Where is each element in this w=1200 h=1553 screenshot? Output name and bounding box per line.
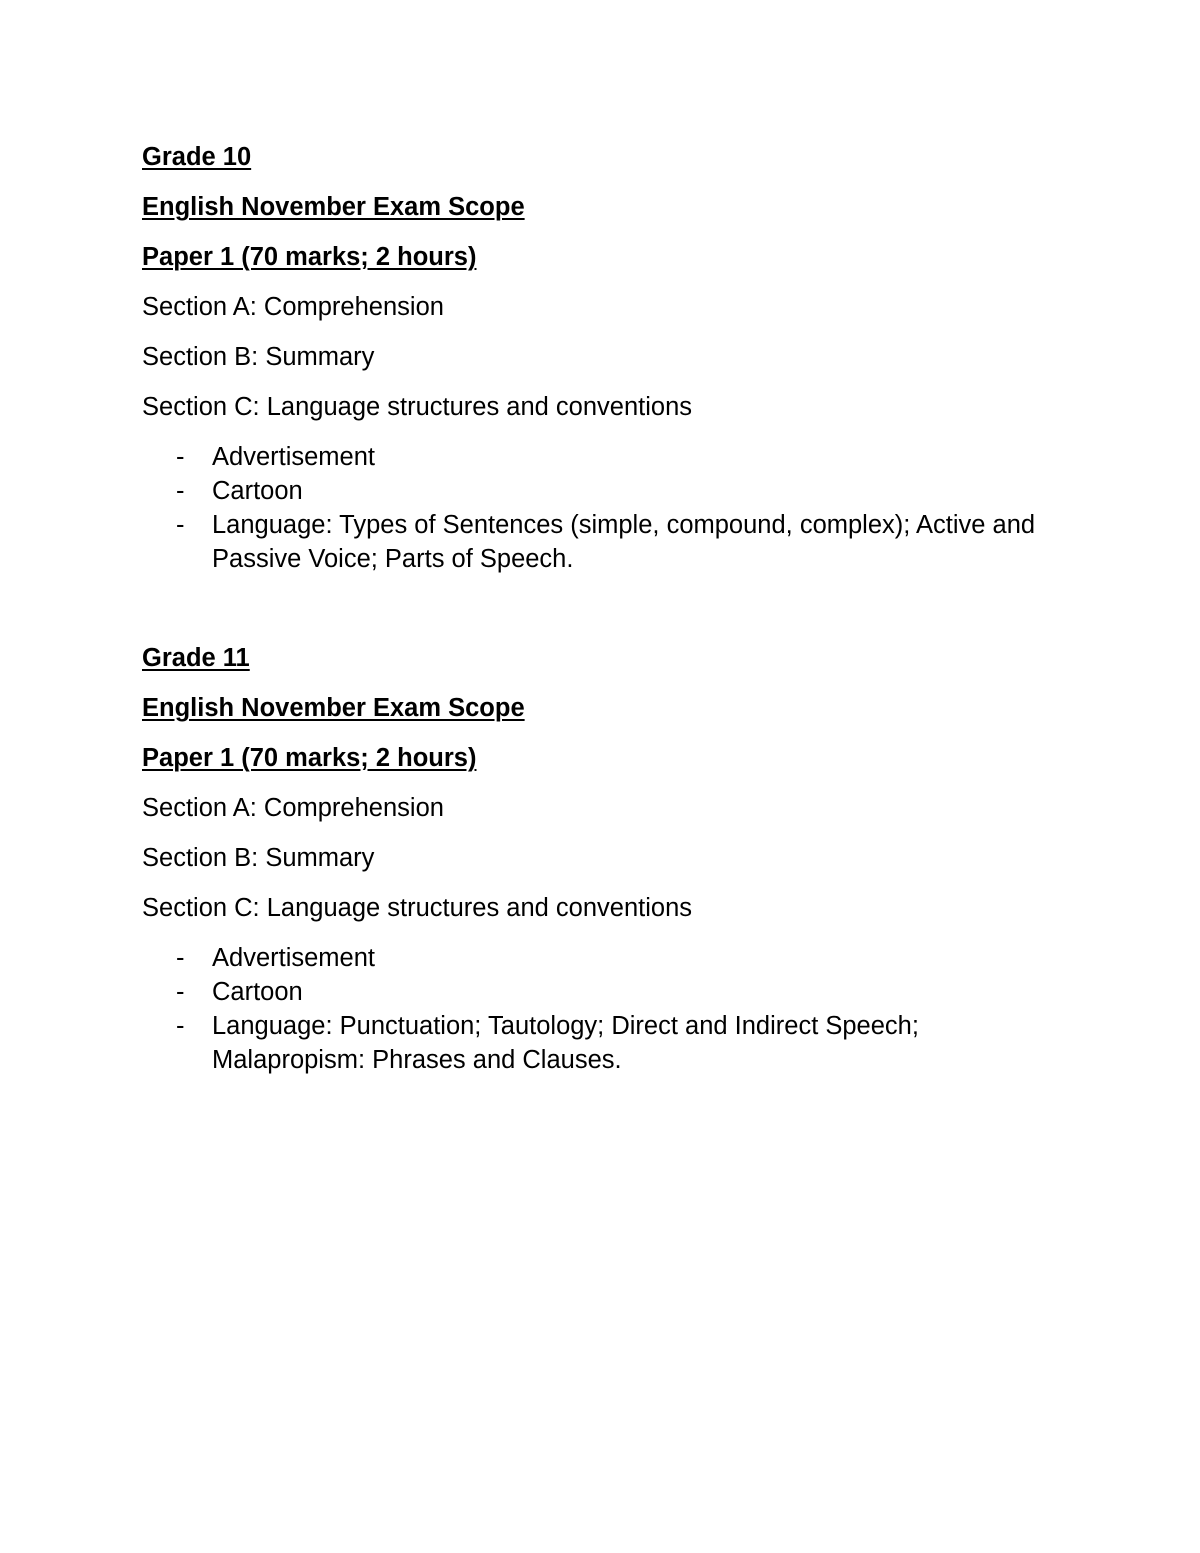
exam-scope-title: English November Exam Scope (142, 694, 525, 722)
section-c: Section C: Language structures and conventions (142, 393, 693, 421)
section-c: Section C: Language structures and conventions (142, 894, 693, 922)
section-b: Section B: Summary (142, 343, 375, 371)
grade-title: Grade 10 (142, 143, 252, 171)
section-c-list (142, 941, 1102, 1077)
dash-bullet: - (176, 944, 185, 972)
list-item (142, 1009, 1102, 1077)
dash-bullet: - (176, 978, 185, 1006)
list-item (142, 975, 1102, 1009)
dash-bullet: - (176, 511, 185, 539)
section-a: Section A: Comprehension (142, 293, 444, 321)
dash-bullet: - (176, 477, 185, 505)
list-item (142, 474, 1102, 508)
list-item (142, 440, 1102, 474)
section-b: Section B: Summary (142, 844, 375, 872)
list-item-text: Cartoon (212, 477, 303, 505)
list-item-text: Advertisement (212, 443, 375, 471)
grade-11-section (142, 641, 1102, 1077)
exam-scope-title: English November Exam Scope (142, 193, 525, 221)
dash-bullet: - (176, 443, 185, 471)
list-item-text: Advertisement (212, 944, 375, 972)
paper-title: Paper 1 (70 marks; 2 hours) (142, 744, 477, 772)
section-c-list (142, 440, 1102, 576)
paper-title: Paper 1 (70 marks; 2 hours) (142, 243, 477, 271)
list-item-text: Language: Types of Sentences (simple, compound, complex); Active and Passive Voice; Parts of Speech. (212, 511, 1036, 573)
list-item (142, 508, 1102, 576)
list-item-text: Language: Punctuation; Tautology; Direct and Indirect Speech; Malapropism: Phrases and Clauses. (212, 1012, 919, 1074)
list-item-text: Cartoon (212, 978, 303, 1006)
grade-10-section (142, 140, 1102, 576)
grade-title: Grade 11 (142, 644, 250, 672)
dash-bullet: - (176, 1012, 185, 1040)
list-item (142, 941, 1102, 975)
section-a: Section A: Comprehension (142, 794, 444, 822)
